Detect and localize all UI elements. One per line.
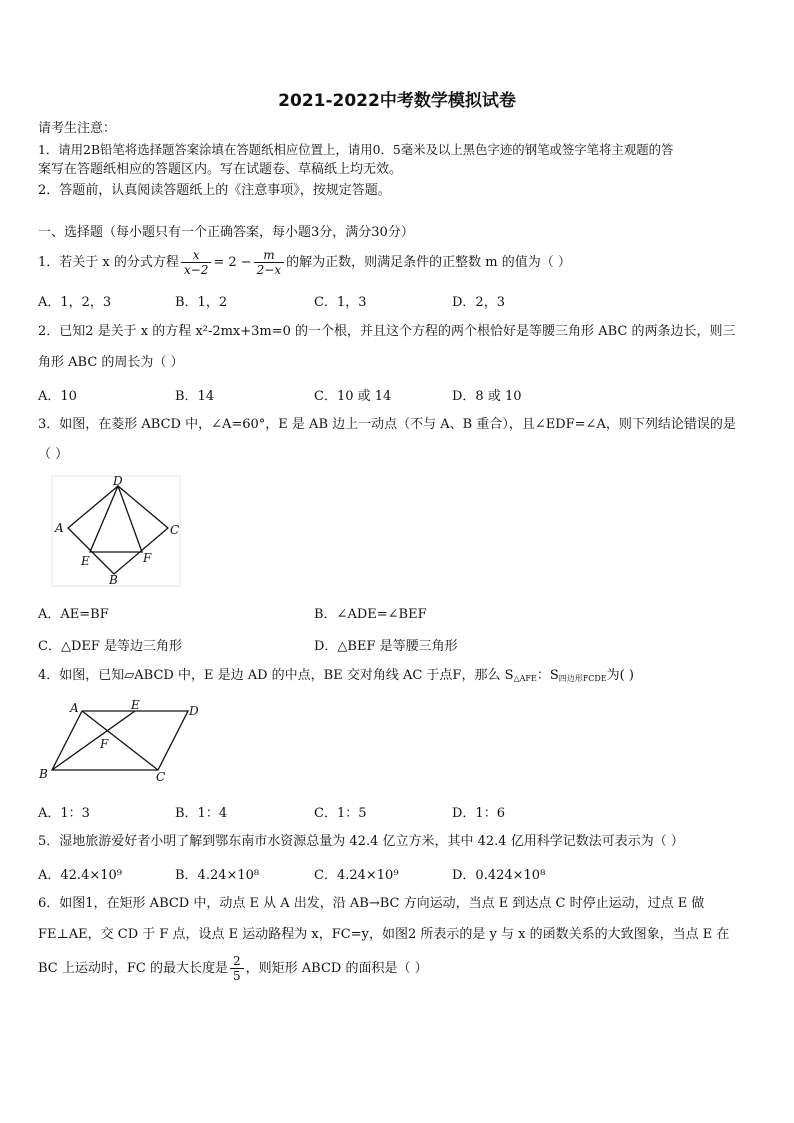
label-b: B: [109, 573, 118, 587]
q6-stem-line-3: [38, 951, 428, 987]
q4-option-b[interactable]: B．1：4: [175, 806, 228, 821]
q4-stem-pre: 4．如图，已知▱ABCD 中，E 是边 AD 的中点，BE 交对角线 AC 于点F，那么 S: [38, 668, 514, 683]
label-c: C: [170, 523, 180, 537]
q4-option-c[interactable]: C．1：5: [314, 806, 367, 821]
q2-option-b[interactable]: B．14: [175, 389, 215, 404]
q3-option-b[interactable]: B．∠ADE=∠BEF: [314, 607, 427, 622]
q5-option-c[interactable]: C．4.24×10⁹: [314, 868, 399, 883]
q2-stem-line-2: 角形 ABC 的周长为（ ）: [38, 355, 184, 370]
section-heading: 一、选择题（每小题只有一个正确答案，每小题3分，满分30分）: [38, 225, 414, 240]
q2-option-c[interactable]: C．10 或 14: [314, 389, 392, 404]
triangle-def: [90, 486, 142, 552]
q6-line3-post: ，则矩形 ABCD 的面积是（ ）: [245, 961, 428, 976]
q6-fraction: $\frac{2}{5}$: [230, 954, 244, 983]
q2-stem-line-1: 2．已知2 是关于 x 的方程 x²-2mx+3m=0 的一个根，并且这个方程的两个根恰好是等腰三角形 ABC 的两条边长，则三: [38, 324, 736, 339]
q4-stem-mid: ：S: [536, 668, 559, 683]
question-1: [38, 245, 571, 281]
q4-option-d[interactable]: D．1：6: [452, 806, 505, 821]
label-d: D: [113, 474, 123, 488]
q5-option-d[interactable]: D．0.424×10⁸: [452, 868, 546, 883]
notice-line-3: 2．答题前，认真阅读答题纸上的《注意事项》，按规定答题。: [38, 183, 391, 198]
q3-option-a[interactable]: A．AE=BF: [38, 607, 109, 622]
q1-option-a[interactable]: A．1，2，3: [38, 295, 112, 310]
label-d: D: [189, 704, 199, 718]
notice-line-2: 案写在答题纸相应的答题区内。写在试题卷、草稿纸上均无效。: [38, 162, 403, 177]
q2-option-d[interactable]: D．8 或 10: [452, 389, 522, 404]
rhombus-figure: [50, 474, 185, 589]
q1-stem-post: 的解为正数，则满足条件的正整数 m 的值为（ ）: [286, 255, 571, 270]
q6-stem-line-1: 6．如图1，在矩形 ABCD 中，动点 E 从 A 出发，沿 AB→BC 方向运动，当点 E 到达点 C 时停止运动，过点 E 做: [38, 896, 705, 911]
q1-stem-mid: = 2 −: [213, 255, 252, 270]
label-f: F: [100, 737, 109, 751]
q1-option-c[interactable]: C．1，3: [314, 295, 367, 310]
question-4-stem: [38, 667, 634, 688]
q5-option-a[interactable]: A．42.4×10⁹: [38, 868, 122, 883]
label-f: F: [143, 551, 152, 565]
q4-option-a[interactable]: A．1：3: [38, 806, 90, 821]
label-e: E: [81, 554, 90, 568]
q3-option-d[interactable]: D．△BEF 是等腰三角形: [314, 639, 458, 654]
q4-sub-fcde: 四边形FCDE: [558, 674, 607, 683]
q3-option-c[interactable]: C．△DEF 是等边三角形: [38, 639, 183, 654]
q3-stem-line-2: （ ）: [38, 447, 69, 462]
q1-option-d[interactable]: D．2，3: [452, 295, 505, 310]
q1-stem-pre: 1．若关于 x 的分式方程: [38, 255, 179, 270]
q5-stem: 5．湿地旅游爱好者小明了解到鄂东南市水资源总量为 42.4 亿立方米，其中 42.4 亿用科学记数法可表示为（ ）: [38, 834, 684, 849]
q5-option-b[interactable]: B．4.24×10⁸: [175, 868, 260, 883]
label-c: C: [156, 770, 166, 784]
q1-fraction-1: $\frac{x}{x-2}$: [181, 248, 211, 277]
label-a: A: [70, 701, 79, 715]
parallelogram-figure: [36, 697, 206, 787]
q1-option-b[interactable]: B．1，2: [175, 295, 228, 310]
q6-line3-pre: BC 上运动时，FC 的最大长度是: [38, 961, 228, 976]
label-e: E: [131, 698, 140, 712]
q4-sub-afe: △AFE: [513, 674, 537, 683]
q3-stem-line-1: 3．如图，在菱形 ABCD 中，∠A=60°，E 是 AB 边上一动点（不与 A、B 重合），且∠EDF=∠A，则下列结论错误的是: [38, 417, 736, 432]
q6-stem-line-2: FE⊥AE，交 CD 于 F 点，设点 E 运动路程为 x，FC=y，如图2 所表示的是 y 与 x 的函数关系的大致图象，当点 E 在: [38, 927, 730, 942]
q2-option-a[interactable]: A．10: [38, 389, 77, 404]
q4-stem-post: 为( ): [606, 668, 634, 683]
q1-fraction-2: $\frac{m}{2-x}$: [254, 248, 284, 277]
notice-line-1: 1．请用2B铅笔将选择题答案涂填在答题纸相应位置上，请用0．5毫米及以上黑色字迹的钢笔或签字笔将主观题的答: [38, 142, 674, 157]
exam-title: 2021-2022中考数学模拟试卷: [278, 91, 516, 111]
label-a: A: [55, 521, 64, 535]
label-b: B: [39, 767, 48, 781]
notice-heading: 请考生注意：: [38, 121, 117, 136]
